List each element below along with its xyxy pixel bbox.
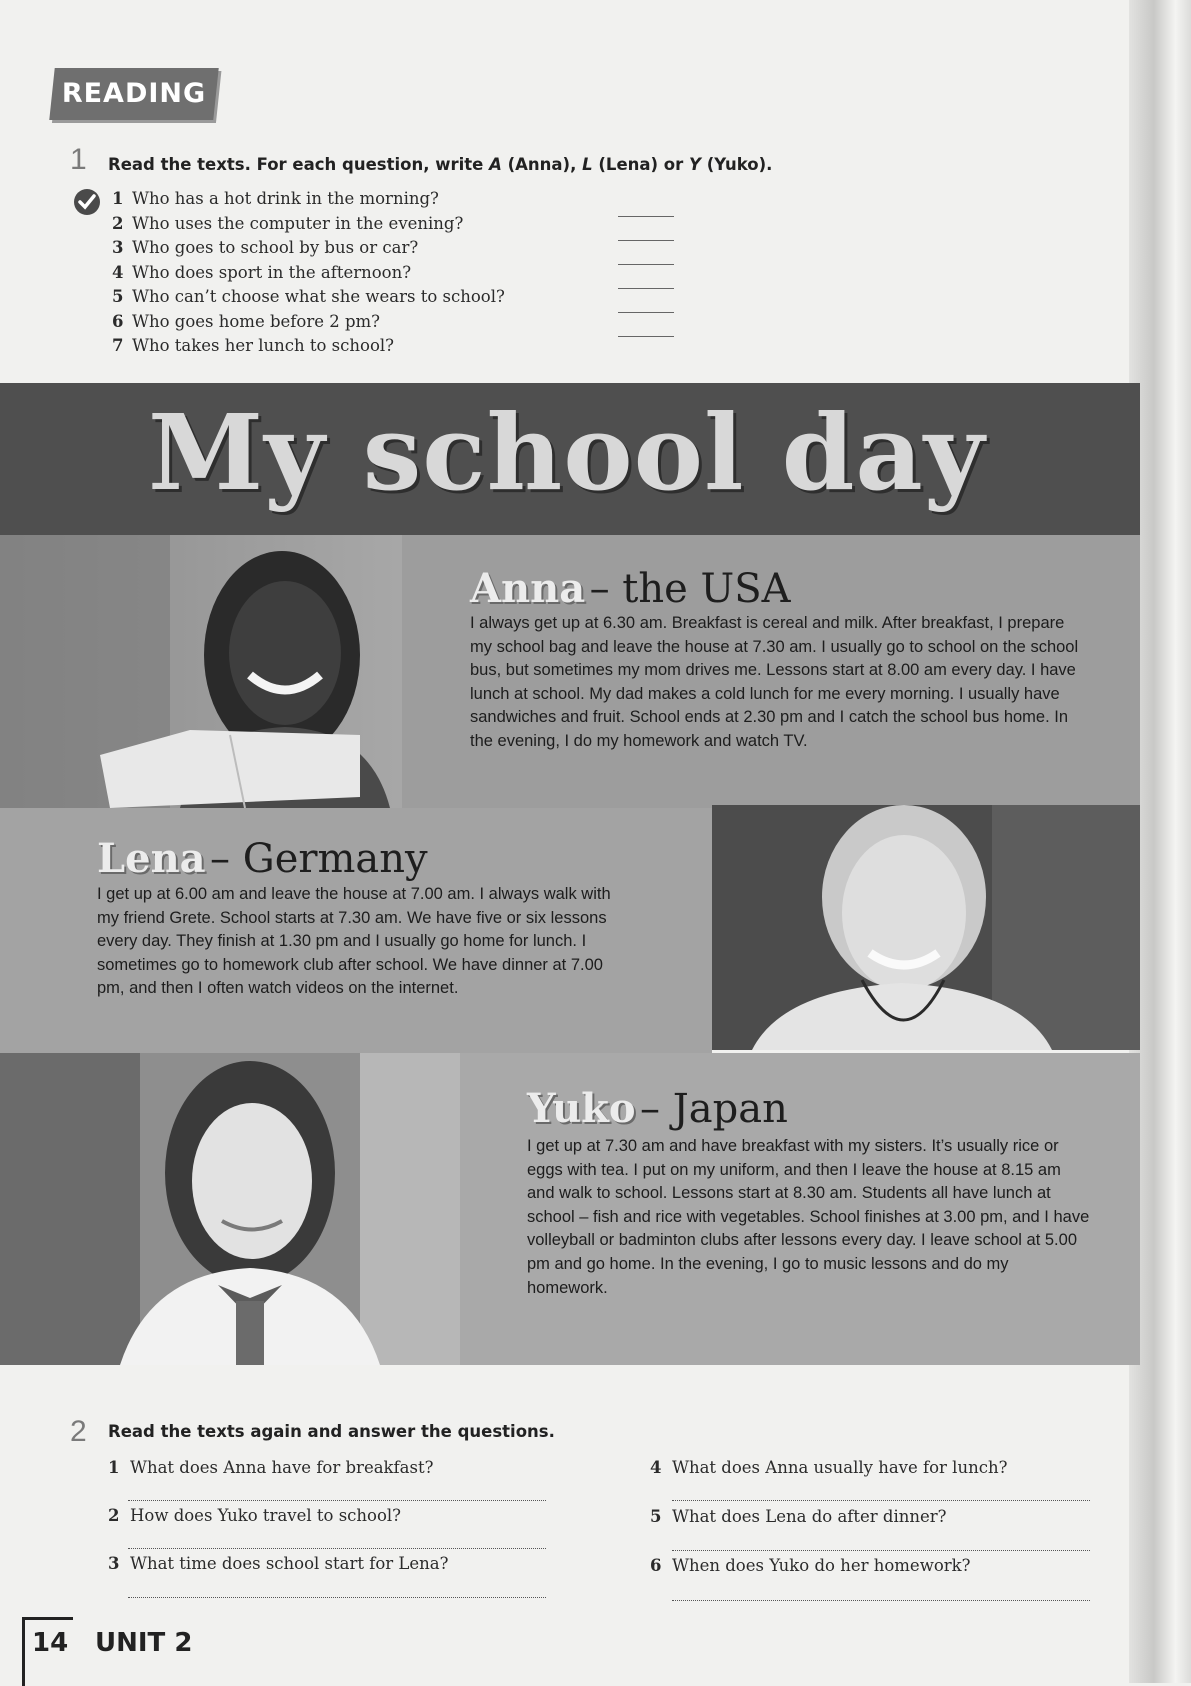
page-title: My school day <box>148 391 986 514</box>
title-banner <box>0 383 1140 535</box>
exercise-1-number: 1 <box>70 143 87 176</box>
question-row: 2 How does Yuko travel to school? <box>108 1506 402 1525</box>
answer-line[interactable] <box>672 1500 1090 1501</box>
answer-blank[interactable] <box>618 240 674 241</box>
anna-text: I always get up at 6.30 am. Breakfast is cereal and milk. After breakfast, I prepare my school bag and leave the house at 7.30 am. I usually go to school on the school bus, but sometimes my mom drives me. Lessons start at 8.00 am every day. I have lunch at school. My dad makes a cold lunch for me every morning. I usually have sandwiches and fruit. School ends at 2.30 pm and I catch the school bus home. In the evening, I do my homework and watch TV. <box>470 614 1079 750</box>
section-badge-label: READING <box>61 78 207 109</box>
yuko-text: I get up at 7.30 am and have breakfast with my sisters. It’s usually rice or eggs with tea. I put on my uniform, and then I leave the house at 8.15 am and walk to school. Lessons start at 8.30 am. Students all have lunch at school – fish and rice with vegetables. School finishes at 3.00 pm, and I have volleyball or badminton clubs after lessons every day. I leave school at 5.00 pm and go home. In the evening, I go to music lessons and do my homework. <box>527 1137 1090 1297</box>
exercise-2-number: 2 <box>70 1415 87 1448</box>
answer-blank[interactable] <box>618 264 674 265</box>
answer-blank[interactable] <box>618 312 674 313</box>
section-badge <box>49 68 218 120</box>
answer-blank[interactable] <box>618 336 674 337</box>
question-row: 5 What does Lena do after dinner? <box>650 1507 947 1526</box>
answer-line[interactable] <box>672 1600 1090 1601</box>
yuko-heading <box>527 1085 788 1132</box>
yuko-name: Yuko <box>527 1085 636 1132</box>
question-row: 3 What time does school start for Lena? <box>108 1554 449 1573</box>
anna-heading <box>470 565 791 612</box>
question-row: 1 What does Anna have for breakfast? <box>108 1458 434 1477</box>
anna-name: Anna <box>470 565 586 612</box>
yuko-photo <box>0 1053 495 1365</box>
page-number: 14 <box>32 1628 69 1658</box>
lena-name: Lena <box>97 835 206 882</box>
answer-line[interactable] <box>128 1500 546 1501</box>
answer-line[interactable] <box>128 1597 546 1598</box>
exercise-1-instruction: Read the texts. For each question, write A (Anna), L (Lena) or Y (Yuko). <box>108 155 773 174</box>
unit-label: UNIT 2 <box>95 1628 193 1658</box>
answer-blank[interactable] <box>618 216 674 217</box>
example-check-icon <box>74 189 100 215</box>
question-row: 6 When does Yuko do her homework? <box>650 1556 971 1575</box>
answer-line[interactable] <box>672 1550 1090 1551</box>
lena-country: – Germany <box>210 836 428 882</box>
lena-heading <box>97 835 428 882</box>
answer-blank[interactable] <box>618 288 674 289</box>
lena-text: I get up at 6.00 am and leave the house at 7.00 am. I always walk with my friend Grete. School starts at 7.30 am. We have five or six lessons every day. They finish at 1.30 pm and I usually go home for lunch. I sometimes go to homework club after school. We have dinner at 7.00 pm, and then I often watch videos on the internet. <box>97 885 611 998</box>
question-row: 4 What does Anna usually have for lunch? <box>650 1458 1008 1477</box>
yuko-country: – Japan <box>640 1086 788 1132</box>
answer-line[interactable] <box>128 1548 546 1549</box>
anna-country: – the USA <box>589 566 791 612</box>
lena-photo <box>712 805 1140 1050</box>
anna-photo <box>0 535 412 808</box>
exercise-2-instruction: Read the texts again and answer the questions. <box>108 1422 555 1441</box>
